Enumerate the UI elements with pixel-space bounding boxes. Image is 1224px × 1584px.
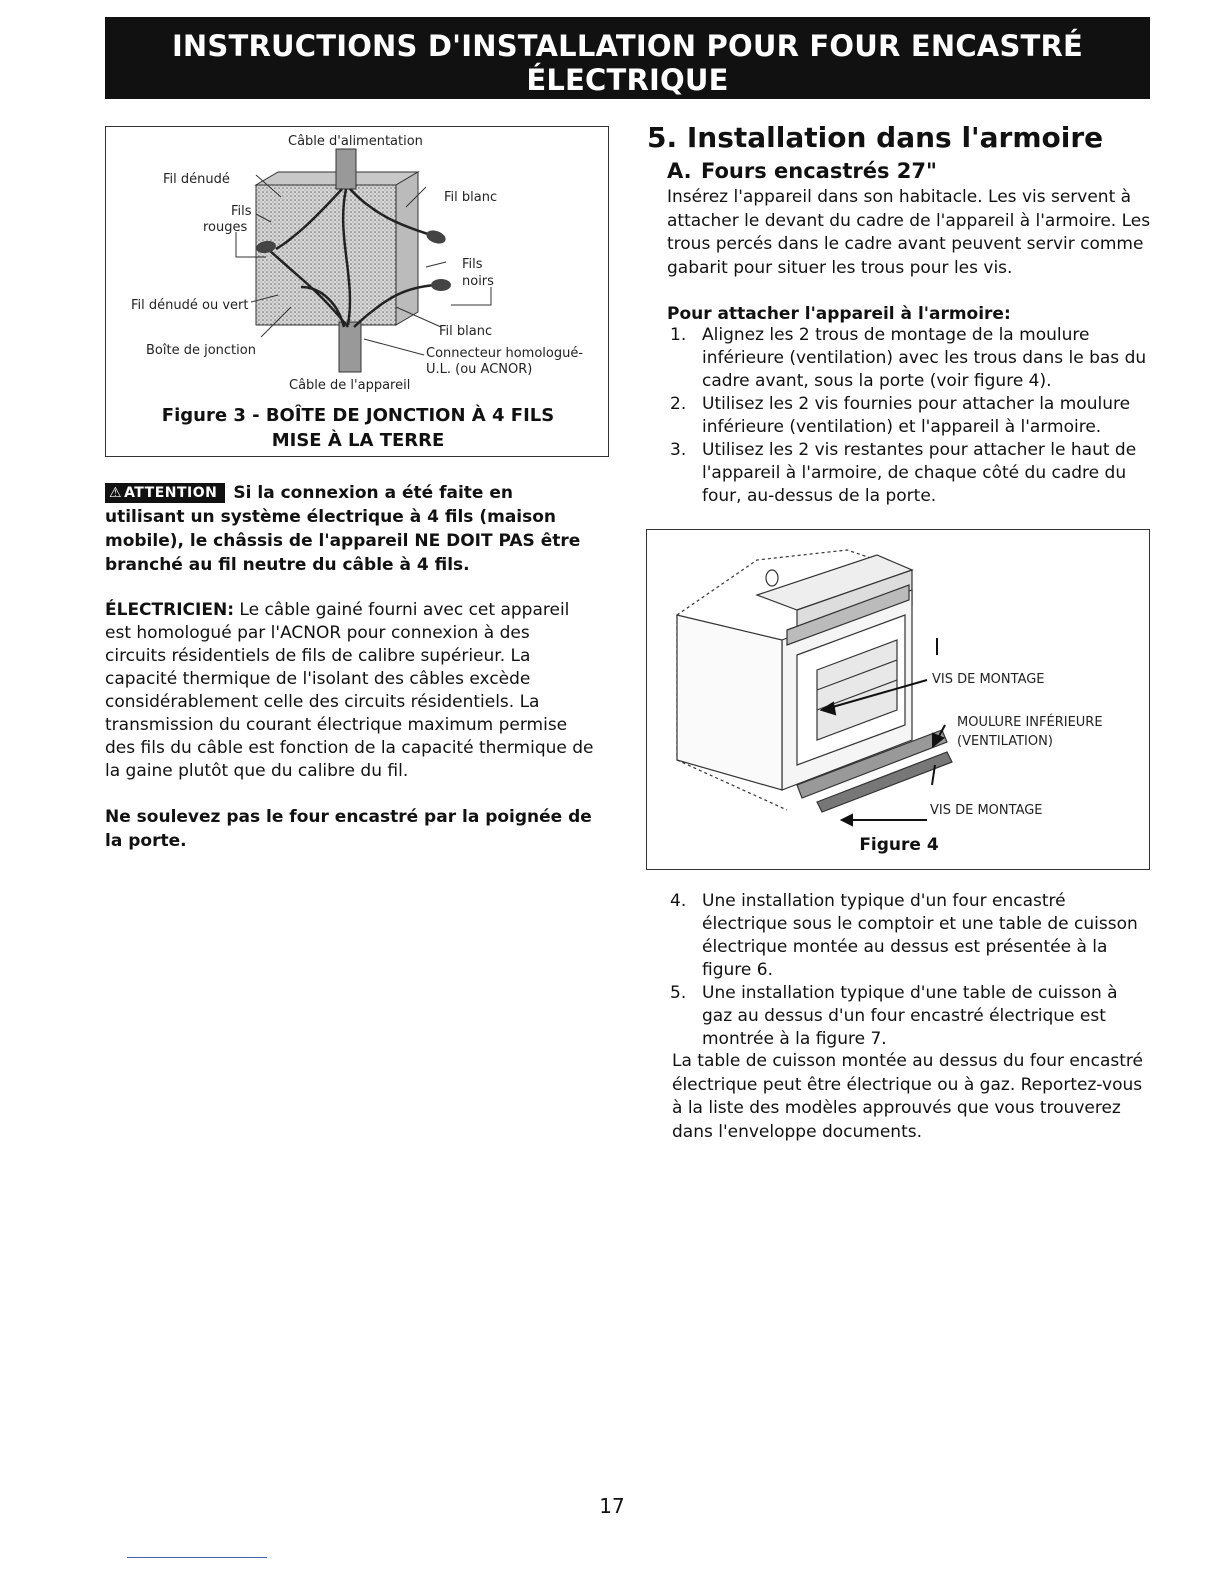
page-subtitle: (Combiné à une table de cuisson électrique ou à gaz (en option)) (306, 101, 949, 121)
power-cable (336, 149, 356, 189)
subsection-a-title: A. Fours encastrés 27" (667, 159, 937, 183)
page-title: INSTRUCTIONS D'INSTALLATION POUR FOUR ENCASTRÉ ÉLECTRIQUE (171, 29, 1084, 97)
oven-mounting-diagram (647, 530, 1151, 871)
list-item: 2. Utilisez les 2 vis fournies pour attacher la moulure inférieure (ventilation) et l'appareil à l'armoire. (670, 394, 1131, 437)
oven-drawing (677, 550, 952, 812)
footer-rule (127, 1557, 267, 1558)
closing-paragraph: La table de cuisson montée au dessus du four encastré électrique peut être électrique ou à gaz. Reportez-vous à la liste des modèles approuvés que vous trouverez dans l'enveloppe documents. (672, 1051, 1143, 1142)
label-bottom-molding-1: MOULURE INFÉRIEURE (957, 715, 1103, 730)
page-number: 17 (599, 1494, 625, 1518)
label-bottom-molding-2: (VENTILATION) (957, 734, 1053, 749)
electrician-paragraph (105, 599, 595, 783)
label-connector-1: Connecteur homologué- (426, 346, 584, 361)
list-item: 4. Une installation typique d'un four encastré électrique sous le comptoir et une table de cuisson électrique montée au dessus est présentée à la figure 6. (670, 891, 1138, 980)
list-item: 5. Une installation typique d'une table de cuisson à gaz au dessus d'un four encastré électrique est montrée à la figure 7. (670, 983, 1118, 1049)
label-mounting-screw-bottom: VIS DE MONTAGE (930, 803, 1043, 818)
electrician-text: Le câble gainé fourni avec cet appareil est homologué par l'ACNOR pour connexion à des circuits résidentiels de fils de calibre supérieur. La capacité thermique de l'isolant des câbles excède considérablement celle des circuits résidentiels. La transmission du courant électrique maximum permise des fils du câble est fonction de la capacité thermique de la gaine plutôt que du calibre du fil. (105, 600, 594, 781)
label-white-wire-bottom: Fil blanc (439, 324, 493, 339)
label-black-wires-1: Fils (462, 257, 483, 272)
figure-4-caption: Figure 4 (859, 835, 939, 855)
label-bare-or-green: Fil dénudé ou vert (131, 298, 249, 313)
warning-icon: ⚠ (109, 485, 123, 501)
installation-steps-more (670, 890, 1150, 1051)
label-white-wire-top: Fil blanc (444, 190, 498, 205)
attention-badge: ⚠ ATTENTION (105, 483, 225, 503)
attention-text: Si la connexion a été faite en utilisant un système électrique à 4 fils (maison mobile), le châssis de l'appareil NE DOIT PAS être branché au fil neutre du câble à 4 fils. (105, 483, 581, 575)
list-item: 1. Alignez les 2 trous de montage de la moulure inférieure (ventilation) avec les trous dans le bas du cadre avant, sous la porte (voir figure 4). (670, 325, 1147, 391)
electrician-label: ÉLECTRICIEN: (105, 600, 234, 620)
label-junction-box: Boîte de jonction (146, 343, 256, 358)
attention-notice (105, 481, 595, 577)
figure-4-oven-mounting (646, 529, 1150, 870)
label-red-wires-1: Fils (231, 204, 252, 219)
header-banner (105, 17, 1150, 121)
label-power-cable: Câble d'alimentation (288, 134, 423, 149)
list-item: 3. Utilisez les 2 vis restantes pour attacher le haut de l'appareil à l'armoire, de chaque côté du cadre du four, au-dessus de la porte. (670, 440, 1137, 506)
appliance-cable (339, 322, 361, 372)
label-appliance-cable: Câble de l'appareil (289, 378, 411, 393)
attach-steps (670, 324, 1150, 508)
figure-3-caption: Figure 3 - BOÎTE DE JONCTION À 4 FILS MISE À LA TERRE (161, 405, 555, 451)
label-connector-2: U.L. (ou ACNOR) (426, 362, 533, 377)
label-mounting-screw-top: VIS DE MONTAGE (932, 672, 1045, 687)
figure-3-junction-box (105, 126, 609, 457)
section-5-title: 5. Installation dans l'armoire (647, 121, 1104, 154)
lift-warning: Ne soulevez pas le four encastré par la poignée de la porte. (105, 807, 592, 851)
section-5-intro: Insérez l'appareil dans son habitacle. Les vis servent à attacher le devant du cadre de l'appareil à l'armoire. Les trous percés dans le cadre avant peuvent servir comme gabarit pour situer les trous pour les vis. (667, 187, 1151, 278)
label-bare-wire: Fil dénudé (163, 172, 230, 187)
label-red-wires-2: rouges (203, 220, 248, 235)
attach-heading: Pour attacher l'appareil à l'armoire: (667, 304, 1011, 324)
label-black-wires-2: noirs (462, 274, 494, 289)
